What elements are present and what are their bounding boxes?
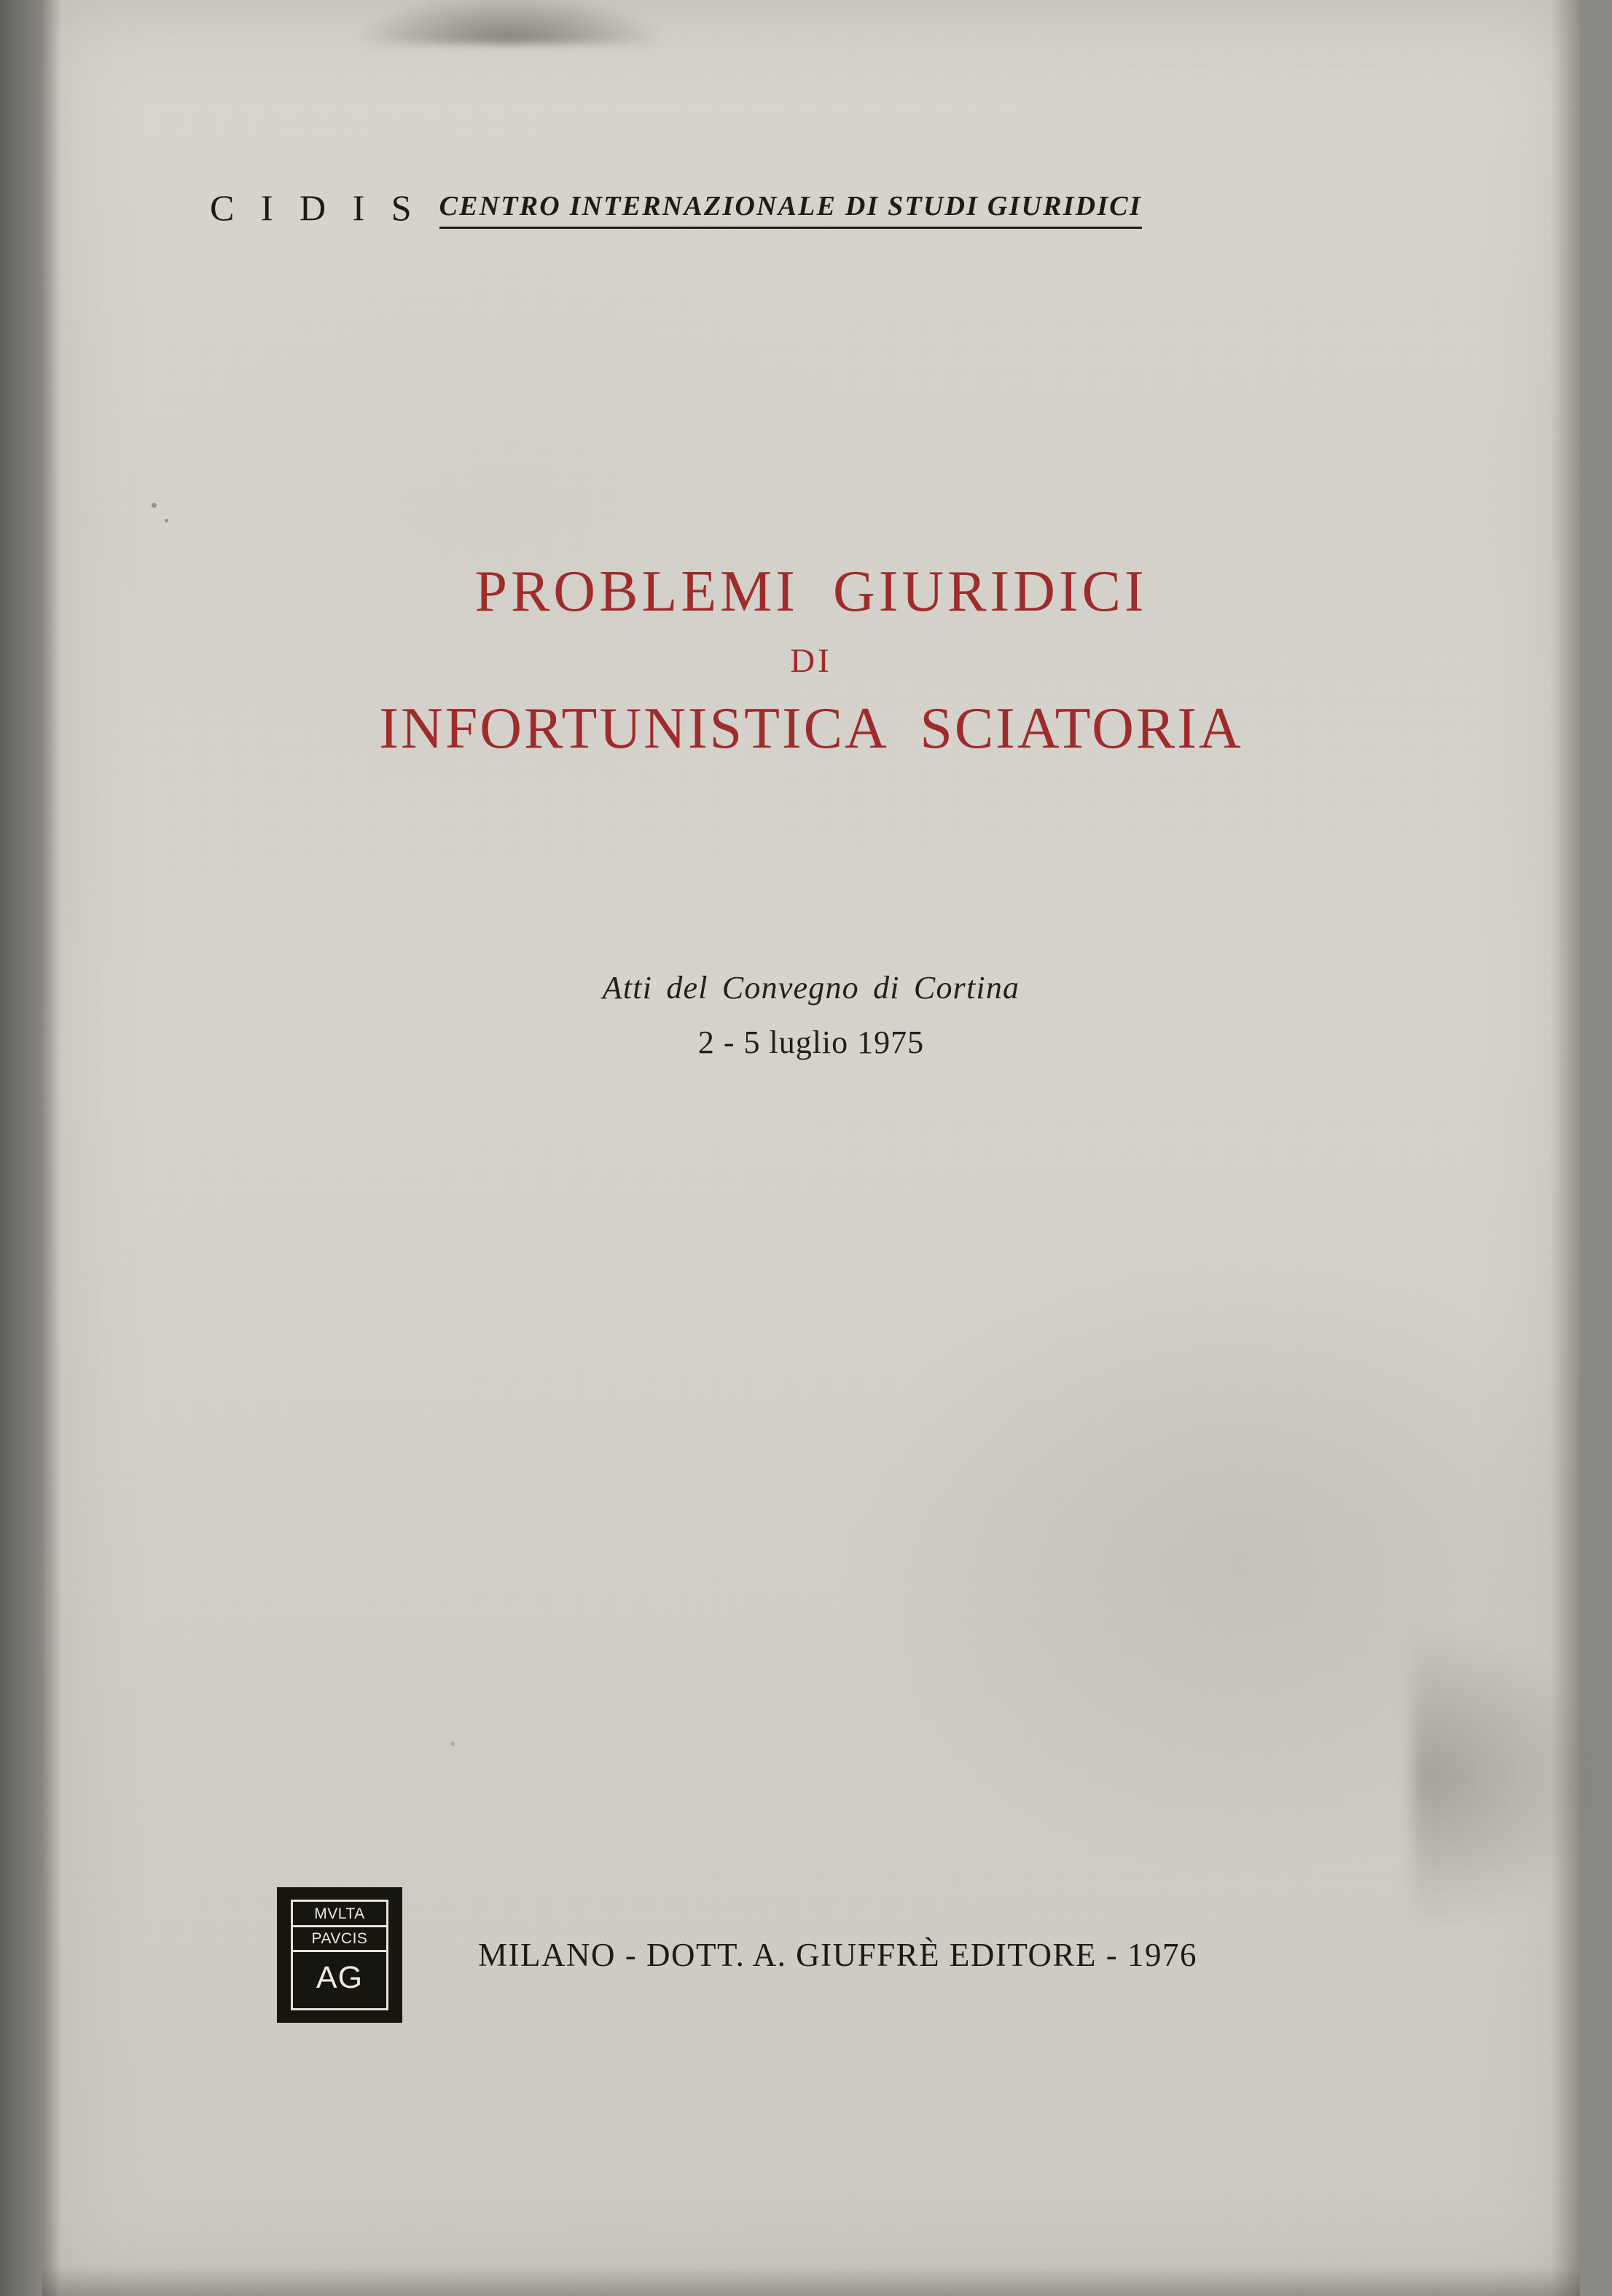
- title-connector: DI: [790, 642, 832, 680]
- top-edge-smudge: [356, 0, 662, 44]
- page-right-edge-shadow: [1551, 0, 1580, 2296]
- title-line-primary: PROBLEMI GIURIDICI: [474, 560, 1148, 624]
- book-cover-page: [42, 0, 1580, 2296]
- paper-speck: [165, 519, 168, 522]
- publisher-imprint-line: MILANO - DOTT. A. GIUFFRÈ EDITORE - 1976: [478, 1937, 1198, 1973]
- page-bottom-edge-shadow: [42, 2267, 1580, 2296]
- conference-dates: 2 - 5 luglio 1975: [697, 1024, 925, 1060]
- imprint-block: [277, 1887, 1197, 2023]
- subtitle-block: [42, 969, 1580, 1061]
- title-block: [42, 561, 1580, 759]
- paper-speck: [152, 503, 157, 508]
- series-acronym: C I D I S: [210, 187, 420, 228]
- conference-proceedings-label: Atti del Convegno di Cortina: [602, 970, 1020, 1006]
- logo-monogram: AG: [316, 1960, 364, 1995]
- page-left-edge-shadow: [42, 0, 61, 2296]
- publisher-logo-frame: [291, 1900, 388, 2010]
- logo-motto-top: MVLTA: [293, 1902, 386, 1927]
- series-institution-name: CENTRO INTERNAZIONALE DI STUDI GIURIDICI: [439, 191, 1142, 222]
- publisher-logo-icon: [277, 1887, 402, 2023]
- paper-speck: [450, 1741, 455, 1746]
- title-line-secondary: INFORTUNISTICA SCIATORIA: [379, 697, 1243, 761]
- series-name-underline: [439, 192, 1142, 229]
- logo-motto-bottom: PAVCIS: [293, 1927, 386, 1952]
- series-header: [210, 189, 1405, 229]
